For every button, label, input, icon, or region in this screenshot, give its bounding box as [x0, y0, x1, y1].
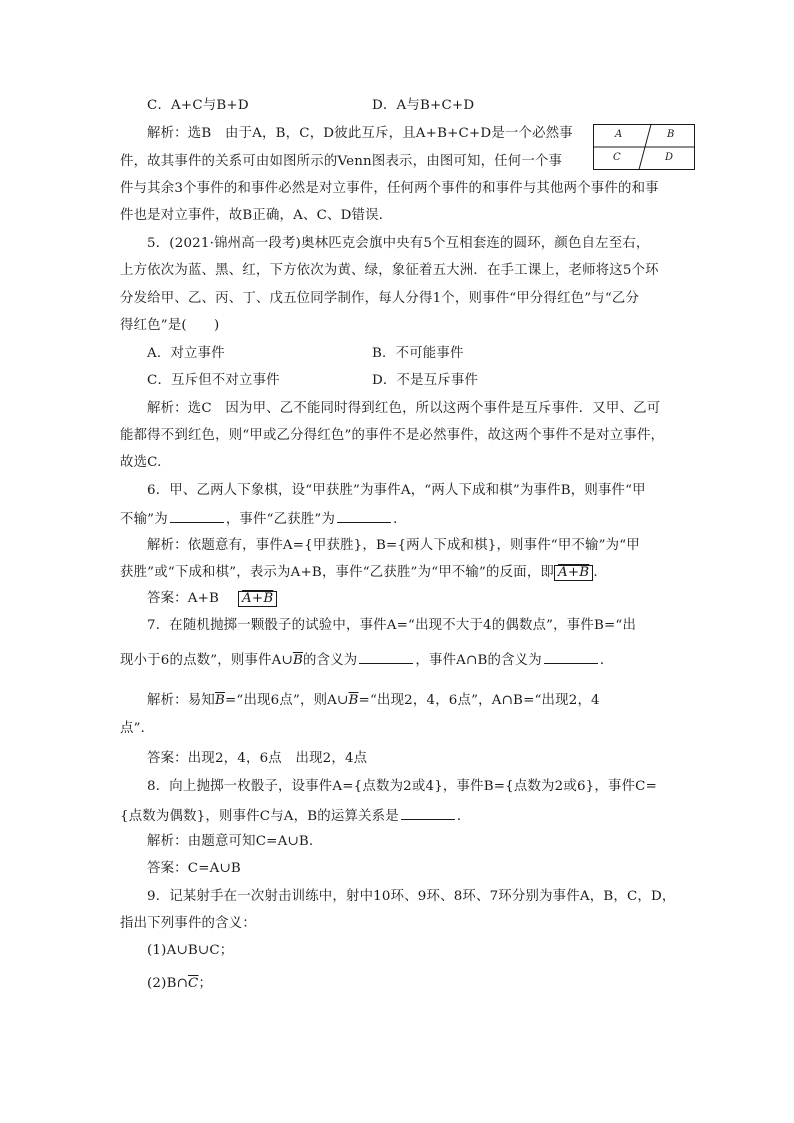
complement-b: $\overline{B}$: [348, 693, 359, 708]
option-c: C．A+C与B+D: [147, 98, 249, 113]
text-span: ．: [599, 653, 614, 668]
option-a: A．对立事件: [147, 346, 225, 361]
text-line: 点”．: [120, 721, 155, 736]
answer-blank: [170, 509, 224, 523]
venn-label-d: D: [665, 152, 674, 163]
option-d: D．不是互斥事件: [372, 373, 479, 388]
complement-b: $\overline{B}$: [214, 693, 225, 708]
text-line: 件，故其事件的关系可由如图所示的Venn图表示，由图可知，任何一个事: [120, 154, 563, 169]
text-line: 能都得不到红色，则“甲或乙分得红色”的事件不是必然事件，故这两个事件不是对立事件，: [120, 428, 665, 443]
text-line: 指出下列事件的含义：: [120, 916, 256, 931]
text-line: 解析：选C 因为甲、乙不能同时得到红色，所以这两个事件是互斥事件．又甲、乙可: [147, 401, 661, 416]
boxed-expression: A+B: [554, 565, 593, 581]
text-line: 上方依次为蓝、黑、红，下方依次为黄、绿，象征着五大洲．在手工课上，老师将这5个环: [120, 263, 659, 278]
complement-c: $\overline{C}$: [188, 976, 199, 991]
option-c: C．互斥但不对立事件: [147, 373, 280, 388]
venn-diagram-lines: [593, 124, 695, 170]
text-line: 件与其余3个事件的和事件必然是对立事件，任何两个事件的和事件与其他两个事件的和事: [120, 181, 659, 196]
sub-question-1: (1)A∪B∪C；: [147, 943, 234, 958]
answer-blank: [401, 806, 455, 820]
venn-label-c: C: [613, 152, 621, 163]
venn-label-b: B: [667, 129, 675, 140]
answer-line: [147, 590, 277, 608]
text-line: 故选C.: [120, 455, 162, 470]
text-line: [120, 650, 613, 670]
text-line: 得红色”是( ): [120, 318, 220, 333]
text-span: ；: [198, 976, 213, 991]
question-8: 8．向上抛掷一枚骰子，设事件A={点数为2或4}，事件B={点数为2或6}，事件C=: [147, 779, 658, 794]
venn-label-a: A: [615, 129, 623, 140]
option-b: B．不可能事件: [372, 346, 464, 361]
answer-blank: [337, 509, 391, 523]
text-span: =“出现2，4，6点”，A∩B=“出现2，4: [358, 693, 600, 708]
text-line: [120, 509, 407, 529]
text-span: 现小于6的点数”，则事件A∪: [120, 653, 293, 668]
text-span: ，事件A∩B的含义为: [415, 653, 542, 668]
question-7: 7．在随机抛掷一颗骰子的试验中，事件A=“出现不大于4的偶数点”，事件B=“出: [147, 618, 637, 633]
text-line: [147, 692, 600, 710]
complement-b: $\overline{B}$: [292, 653, 304, 668]
text-span: 解析：易知: [147, 693, 215, 708]
text-span: 答案：A+B: [147, 591, 220, 606]
text-span: ．: [456, 809, 471, 824]
text-span: ，事件“乙获胜”为: [225, 512, 336, 527]
sub-question-2: [147, 975, 212, 993]
question-5: 5．(2021·锦州高一段考)奥林匹克会旗中央有5个互相套连的圆环，颜色自左至右，: [147, 236, 650, 251]
text-span: (2)B∩: [147, 976, 189, 991]
text-line: [120, 564, 598, 582]
option-d: D．A与B+C+D: [372, 98, 475, 113]
text-line: 解析：选B 由于A，B，C，D彼此互斥，且A+B+C+D是一个必然事: [147, 126, 573, 141]
text-span: ．: [393, 512, 407, 527]
answer-blank: [544, 650, 598, 664]
answer-line: 答案：出现2，4，6点 出现2，4点: [147, 751, 368, 766]
text-line: [120, 806, 470, 826]
text-line: 件也是对立事件，故B正确，A、C、D错误．: [120, 208, 393, 223]
text-span: 的含义为: [303, 653, 358, 668]
text-span: =“出现6点”，则A∪: [225, 693, 349, 708]
question-6: 6．甲、乙两人下象棋，设“甲获胜”为事件A，“两人下成和棋”为事件B，则事件“甲: [147, 483, 646, 498]
text-span: .: [593, 565, 598, 580]
answer-line: 答案：C=A∪B: [147, 861, 241, 876]
question-9: 9．记某射手在一次射击训练中，射中10环、9环、8环、7环分别为事件A，B，C，D，: [147, 889, 676, 904]
text-line: 解析：由题意可知C=A∪B.: [147, 834, 314, 849]
text-span: {点数为偶数}，则事件C与A，B的运算关系是: [120, 809, 399, 824]
text-span: 获胜”或“下成和棋”，表示为A+B，事件“乙获胜”为“甲不输”的反面，即: [120, 565, 555, 580]
text-line: 解析：依题意有，事件A={甲获胜}，B={两人下成和棋}，则事件“甲不输”为“甲: [147, 538, 640, 553]
venn-diagram: [593, 124, 695, 170]
text-span: 不输”为: [120, 512, 168, 527]
answer-blank: [359, 650, 413, 664]
boxed-expression: A+B: [238, 591, 277, 607]
text-line: 分发给甲、乙、丙、丁、戊五位同学制作，每人分得1个，则事件“甲分得红色”与“乙分: [120, 291, 640, 306]
